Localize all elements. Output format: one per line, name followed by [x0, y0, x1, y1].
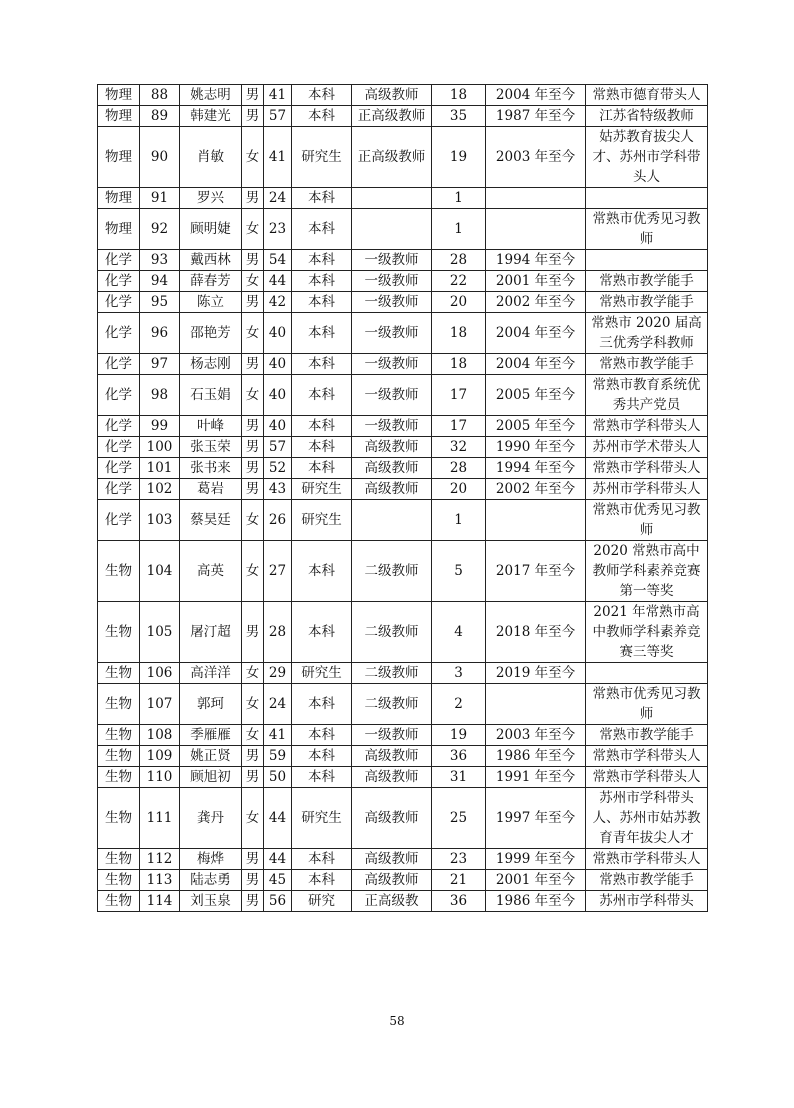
cell-years: 21 — [432, 870, 486, 891]
cell-honor — [586, 250, 708, 271]
table-row — [98, 849, 708, 870]
cell-age: 41 — [264, 725, 292, 746]
cell-name: 杨志刚 — [180, 354, 242, 375]
cell-name: 罗兴 — [180, 188, 242, 209]
cell-period: 2004 年至今 — [486, 313, 586, 354]
cell-honor: 常熟市学科带头人 — [586, 767, 708, 788]
cell-age: 44 — [264, 788, 292, 849]
cell-age: 40 — [264, 313, 292, 354]
cell-years: 20 — [432, 479, 486, 500]
cell-title — [352, 209, 432, 250]
cell-number: 92 — [140, 209, 180, 250]
cell-name: 戴西林 — [180, 250, 242, 271]
cell-honor: 常熟市教学能手 — [586, 725, 708, 746]
cell-subject: 物理 — [98, 127, 140, 188]
cell-subject: 化学 — [98, 354, 140, 375]
cell-gender: 女 — [242, 271, 264, 292]
cell-gender: 男 — [242, 85, 264, 106]
cell-age: 29 — [264, 663, 292, 684]
cell-age: 40 — [264, 416, 292, 437]
table-row — [98, 188, 708, 209]
table-row — [98, 375, 708, 416]
table-row — [98, 663, 708, 684]
cell-honor: 常熟市优秀见习教师 — [586, 684, 708, 725]
cell-age: 52 — [264, 458, 292, 479]
cell-number: 97 — [140, 354, 180, 375]
cell-age: 24 — [264, 188, 292, 209]
cell-age: 57 — [264, 106, 292, 127]
table-row — [98, 684, 708, 725]
cell-number: 95 — [140, 292, 180, 313]
cell-honor: 常熟市教育系统优秀共产党员 — [586, 375, 708, 416]
cell-education: 本科 — [292, 684, 352, 725]
cell-subject: 化学 — [98, 458, 140, 479]
cell-subject: 生物 — [98, 788, 140, 849]
cell-education: 本科 — [292, 437, 352, 458]
cell-education: 研究生 — [292, 479, 352, 500]
table-row — [98, 870, 708, 891]
table-row — [98, 458, 708, 479]
cell-honor: 姑苏教育拔尖人才、苏州市学科带头人 — [586, 127, 708, 188]
cell-gender: 男 — [242, 891, 264, 912]
cell-number: 112 — [140, 849, 180, 870]
cell-title: 高级教师 — [352, 85, 432, 106]
cell-name: 陆志勇 — [180, 870, 242, 891]
cell-education: 研究生 — [292, 788, 352, 849]
cell-honor — [586, 663, 708, 684]
cell-gender: 女 — [242, 788, 264, 849]
cell-title: 高级教师 — [352, 458, 432, 479]
cell-honor: 常熟市教学能手 — [586, 354, 708, 375]
cell-honor: 2021 年常熟市高中教师学科素养竞赛三等奖 — [586, 602, 708, 663]
cell-period — [486, 188, 586, 209]
table-row — [98, 500, 708, 541]
cell-years: 25 — [432, 788, 486, 849]
cell-education: 本科 — [292, 849, 352, 870]
cell-number: 90 — [140, 127, 180, 188]
cell-period: 2004 年至今 — [486, 85, 586, 106]
cell-gender: 男 — [242, 106, 264, 127]
cell-age: 44 — [264, 271, 292, 292]
cell-age: 40 — [264, 375, 292, 416]
cell-title: 高级教师 — [352, 479, 432, 500]
page-number: 58 — [389, 1014, 405, 1028]
cell-honor: 常熟市学科带头人 — [586, 458, 708, 479]
cell-subject: 物理 — [98, 188, 140, 209]
cell-subject: 生物 — [98, 870, 140, 891]
cell-subject: 化学 — [98, 479, 140, 500]
cell-period — [486, 684, 586, 725]
cell-gender: 女 — [242, 209, 264, 250]
cell-gender: 男 — [242, 849, 264, 870]
cell-years: 2 — [432, 684, 486, 725]
cell-subject: 物理 — [98, 106, 140, 127]
cell-education: 本科 — [292, 354, 352, 375]
cell-honor: 常熟市学科带头人 — [586, 849, 708, 870]
cell-title: 二级教师 — [352, 663, 432, 684]
cell-period: 2018 年至今 — [486, 602, 586, 663]
cell-title: 高级教师 — [352, 788, 432, 849]
cell-age: 41 — [264, 85, 292, 106]
cell-number: 114 — [140, 891, 180, 912]
cell-name: 薛春芳 — [180, 271, 242, 292]
cell-subject: 化学 — [98, 375, 140, 416]
cell-name: 顾旭初 — [180, 767, 242, 788]
cell-age: 23 — [264, 209, 292, 250]
cell-subject: 化学 — [98, 500, 140, 541]
cell-name: 高洋洋 — [180, 663, 242, 684]
cell-subject: 化学 — [98, 250, 140, 271]
cell-age: 24 — [264, 684, 292, 725]
cell-years: 28 — [432, 250, 486, 271]
table-row — [98, 767, 708, 788]
cell-age: 42 — [264, 292, 292, 313]
teacher-table — [97, 84, 708, 912]
cell-honor — [586, 188, 708, 209]
cell-gender: 男 — [242, 354, 264, 375]
cell-period: 1990 年至今 — [486, 437, 586, 458]
cell-title: 一级教师 — [352, 354, 432, 375]
cell-years: 22 — [432, 271, 486, 292]
cell-name: 叶峰 — [180, 416, 242, 437]
cell-title: 一级教师 — [352, 250, 432, 271]
cell-number: 104 — [140, 541, 180, 602]
cell-period: 1986 年至今 — [486, 746, 586, 767]
cell-subject: 生物 — [98, 746, 140, 767]
cell-education: 本科 — [292, 106, 352, 127]
cell-education: 本科 — [292, 458, 352, 479]
table-row — [98, 106, 708, 127]
cell-age: 28 — [264, 602, 292, 663]
cell-period: 1986 年至今 — [486, 891, 586, 912]
table-row — [98, 271, 708, 292]
cell-subject: 化学 — [98, 313, 140, 354]
cell-years: 1 — [432, 188, 486, 209]
cell-number: 113 — [140, 870, 180, 891]
table-row — [98, 127, 708, 188]
cell-honor: 常熟市学科带头人 — [586, 416, 708, 437]
cell-period: 2004 年至今 — [486, 354, 586, 375]
cell-name: 张玉荣 — [180, 437, 242, 458]
table-row — [98, 209, 708, 250]
cell-period: 2002 年至今 — [486, 292, 586, 313]
cell-education: 本科 — [292, 292, 352, 313]
cell-period: 1994 年至今 — [486, 250, 586, 271]
cell-name: 刘玉泉 — [180, 891, 242, 912]
cell-gender: 女 — [242, 684, 264, 725]
cell-number: 94 — [140, 271, 180, 292]
cell-gender: 女 — [242, 375, 264, 416]
cell-title: 高级教师 — [352, 767, 432, 788]
cell-education: 本科 — [292, 602, 352, 663]
cell-education: 研究生 — [292, 127, 352, 188]
cell-subject: 生物 — [98, 602, 140, 663]
cell-title: 正高级教师 — [352, 106, 432, 127]
cell-education: 本科 — [292, 541, 352, 602]
cell-years: 19 — [432, 127, 486, 188]
cell-number: 101 — [140, 458, 180, 479]
cell-honor: 常熟市教学能手 — [586, 292, 708, 313]
cell-name: 高英 — [180, 541, 242, 602]
cell-subject: 生物 — [98, 767, 140, 788]
cell-years: 4 — [432, 602, 486, 663]
cell-period: 1991 年至今 — [486, 767, 586, 788]
cell-years: 36 — [432, 891, 486, 912]
cell-title — [352, 188, 432, 209]
cell-title: 高级教师 — [352, 437, 432, 458]
cell-years: 18 — [432, 313, 486, 354]
table-row — [98, 746, 708, 767]
cell-number: 110 — [140, 767, 180, 788]
cell-number: 100 — [140, 437, 180, 458]
cell-honor: 苏州市学术带头人 — [586, 437, 708, 458]
cell-years: 20 — [432, 292, 486, 313]
cell-title: 二级教师 — [352, 602, 432, 663]
cell-gender: 女 — [242, 500, 264, 541]
cell-honor: 常熟市 2020 届高三优秀学科教师 — [586, 313, 708, 354]
cell-title: 高级教师 — [352, 870, 432, 891]
table-row — [98, 292, 708, 313]
table-row — [98, 354, 708, 375]
cell-gender: 男 — [242, 437, 264, 458]
cell-name: 张书来 — [180, 458, 242, 479]
cell-education: 本科 — [292, 313, 352, 354]
cell-period: 1987 年至今 — [486, 106, 586, 127]
cell-title: 一级教师 — [352, 725, 432, 746]
cell-subject: 生物 — [98, 849, 140, 870]
cell-subject: 化学 — [98, 416, 140, 437]
cell-honor: 常熟市优秀见习教师 — [586, 209, 708, 250]
cell-honor: 常熟市教学能手 — [586, 271, 708, 292]
cell-period: 2005 年至今 — [486, 375, 586, 416]
cell-number: 102 — [140, 479, 180, 500]
table-row — [98, 891, 708, 912]
cell-subject: 生物 — [98, 663, 140, 684]
cell-period — [486, 209, 586, 250]
table-row — [98, 313, 708, 354]
cell-title: 二级教师 — [352, 541, 432, 602]
table-row — [98, 788, 708, 849]
cell-name: 郭珂 — [180, 684, 242, 725]
cell-title: 高级教师 — [352, 746, 432, 767]
table-row — [98, 416, 708, 437]
cell-age: 27 — [264, 541, 292, 602]
cell-period: 2002 年至今 — [486, 479, 586, 500]
cell-age: 50 — [264, 767, 292, 788]
cell-age: 43 — [264, 479, 292, 500]
cell-title: 正高级教师 — [352, 127, 432, 188]
cell-gender: 女 — [242, 313, 264, 354]
table-row — [98, 250, 708, 271]
cell-number: 108 — [140, 725, 180, 746]
cell-years: 1 — [432, 209, 486, 250]
cell-honor: 苏州市学科带头 — [586, 891, 708, 912]
cell-years: 32 — [432, 437, 486, 458]
cell-education: 研究生 — [292, 663, 352, 684]
cell-gender: 男 — [242, 479, 264, 500]
cell-education: 本科 — [292, 375, 352, 416]
cell-age: 40 — [264, 354, 292, 375]
cell-title: 高级教师 — [352, 849, 432, 870]
cell-number: 98 — [140, 375, 180, 416]
cell-education: 本科 — [292, 725, 352, 746]
cell-period: 2003 年至今 — [486, 725, 586, 746]
cell-name: 姚志明 — [180, 85, 242, 106]
cell-name: 葛岩 — [180, 479, 242, 500]
cell-period: 1999 年至今 — [486, 849, 586, 870]
cell-number: 103 — [140, 500, 180, 541]
cell-title: 一级教师 — [352, 375, 432, 416]
cell-gender: 男 — [242, 188, 264, 209]
cell-age: 59 — [264, 746, 292, 767]
cell-education: 本科 — [292, 767, 352, 788]
cell-education: 本科 — [292, 188, 352, 209]
cell-honor: 常熟市教学能手 — [586, 870, 708, 891]
cell-period: 2005 年至今 — [486, 416, 586, 437]
cell-gender: 男 — [242, 870, 264, 891]
cell-gender: 男 — [242, 602, 264, 663]
cell-name: 韩建光 — [180, 106, 242, 127]
cell-name: 季雁雁 — [180, 725, 242, 746]
cell-subject: 化学 — [98, 437, 140, 458]
cell-gender: 男 — [242, 250, 264, 271]
cell-honor: 苏州市学科带头人 — [586, 479, 708, 500]
cell-age: 57 — [264, 437, 292, 458]
cell-honor: 常熟市学科带头人 — [586, 746, 708, 767]
table-row — [98, 437, 708, 458]
cell-title: 一级教师 — [352, 313, 432, 354]
table-row — [98, 85, 708, 106]
table-row — [98, 602, 708, 663]
cell-number: 88 — [140, 85, 180, 106]
cell-period: 1997 年至今 — [486, 788, 586, 849]
cell-subject: 生物 — [98, 891, 140, 912]
cell-gender: 女 — [242, 663, 264, 684]
cell-name: 邵艳芳 — [180, 313, 242, 354]
cell-number: 105 — [140, 602, 180, 663]
cell-period: 1994 年至今 — [486, 458, 586, 479]
cell-education: 本科 — [292, 85, 352, 106]
cell-education: 本科 — [292, 250, 352, 271]
cell-name: 石玉娟 — [180, 375, 242, 416]
cell-years: 35 — [432, 106, 486, 127]
cell-period: 2017 年至今 — [486, 541, 586, 602]
cell-years: 18 — [432, 354, 486, 375]
cell-number: 109 — [140, 746, 180, 767]
cell-honor: 2020 常熟市高中教师学科素养竞赛第一等奖 — [586, 541, 708, 602]
cell-honor: 常熟市德育带头人 — [586, 85, 708, 106]
cell-name: 顾明婕 — [180, 209, 242, 250]
cell-education: 研究生 — [292, 500, 352, 541]
cell-years: 36 — [432, 746, 486, 767]
cell-gender: 男 — [242, 416, 264, 437]
table-row — [98, 725, 708, 746]
cell-gender: 女 — [242, 725, 264, 746]
cell-years: 17 — [432, 375, 486, 416]
cell-years: 19 — [432, 725, 486, 746]
cell-education: 本科 — [292, 416, 352, 437]
cell-years: 5 — [432, 541, 486, 602]
cell-years: 1 — [432, 500, 486, 541]
cell-age: 54 — [264, 250, 292, 271]
cell-subject: 生物 — [98, 725, 140, 746]
cell-education: 本科 — [292, 209, 352, 250]
cell-period: 2003 年至今 — [486, 127, 586, 188]
cell-years: 31 — [432, 767, 486, 788]
cell-education: 研究 — [292, 891, 352, 912]
cell-name: 陈立 — [180, 292, 242, 313]
cell-number: 107 — [140, 684, 180, 725]
cell-period: 2001 年至今 — [486, 271, 586, 292]
cell-number: 96 — [140, 313, 180, 354]
cell-number: 89 — [140, 106, 180, 127]
cell-name: 屠汀超 — [180, 602, 242, 663]
cell-subject: 生物 — [98, 541, 140, 602]
cell-subject: 生物 — [98, 684, 140, 725]
cell-period: 2019 年至今 — [486, 663, 586, 684]
cell-honor: 苏州市学科带头人、苏州市姑苏教育青年拔尖人才 — [586, 788, 708, 849]
cell-title: 正高级教 — [352, 891, 432, 912]
cell-years: 3 — [432, 663, 486, 684]
cell-name: 肖敏 — [180, 127, 242, 188]
cell-name: 蔡昊廷 — [180, 500, 242, 541]
cell-number: 106 — [140, 663, 180, 684]
cell-honor: 常熟市优秀见习教师 — [586, 500, 708, 541]
table-row — [98, 479, 708, 500]
cell-honor: 江苏省特级教师 — [586, 106, 708, 127]
cell-gender: 男 — [242, 767, 264, 788]
cell-age: 41 — [264, 127, 292, 188]
cell-period: 2001 年至今 — [486, 870, 586, 891]
cell-subject: 物理 — [98, 209, 140, 250]
cell-title: 一级教师 — [352, 292, 432, 313]
cell-subject: 化学 — [98, 271, 140, 292]
cell-education: 本科 — [292, 271, 352, 292]
cell-gender: 男 — [242, 746, 264, 767]
cell-name: 梅烨 — [180, 849, 242, 870]
cell-number: 99 — [140, 416, 180, 437]
cell-age: 45 — [264, 870, 292, 891]
cell-age: 56 — [264, 891, 292, 912]
cell-education: 本科 — [292, 870, 352, 891]
cell-gender: 女 — [242, 541, 264, 602]
cell-age: 26 — [264, 500, 292, 541]
cell-number: 111 — [140, 788, 180, 849]
cell-number: 93 — [140, 250, 180, 271]
cell-title: 一级教师 — [352, 416, 432, 437]
cell-name: 龚丹 — [180, 788, 242, 849]
table-row — [98, 541, 708, 602]
cell-gender: 女 — [242, 127, 264, 188]
cell-title — [352, 500, 432, 541]
cell-years: 28 — [432, 458, 486, 479]
cell-period — [486, 500, 586, 541]
cell-gender: 男 — [242, 292, 264, 313]
cell-name: 姚正贤 — [180, 746, 242, 767]
cell-title: 一级教师 — [352, 271, 432, 292]
cell-gender: 男 — [242, 458, 264, 479]
cell-subject: 物理 — [98, 85, 140, 106]
cell-years: 18 — [432, 85, 486, 106]
cell-title: 二级教师 — [352, 684, 432, 725]
cell-education: 本科 — [292, 746, 352, 767]
cell-age: 44 — [264, 849, 292, 870]
cell-years: 23 — [432, 849, 486, 870]
cell-subject: 化学 — [98, 292, 140, 313]
cell-years: 17 — [432, 416, 486, 437]
cell-number: 91 — [140, 188, 180, 209]
